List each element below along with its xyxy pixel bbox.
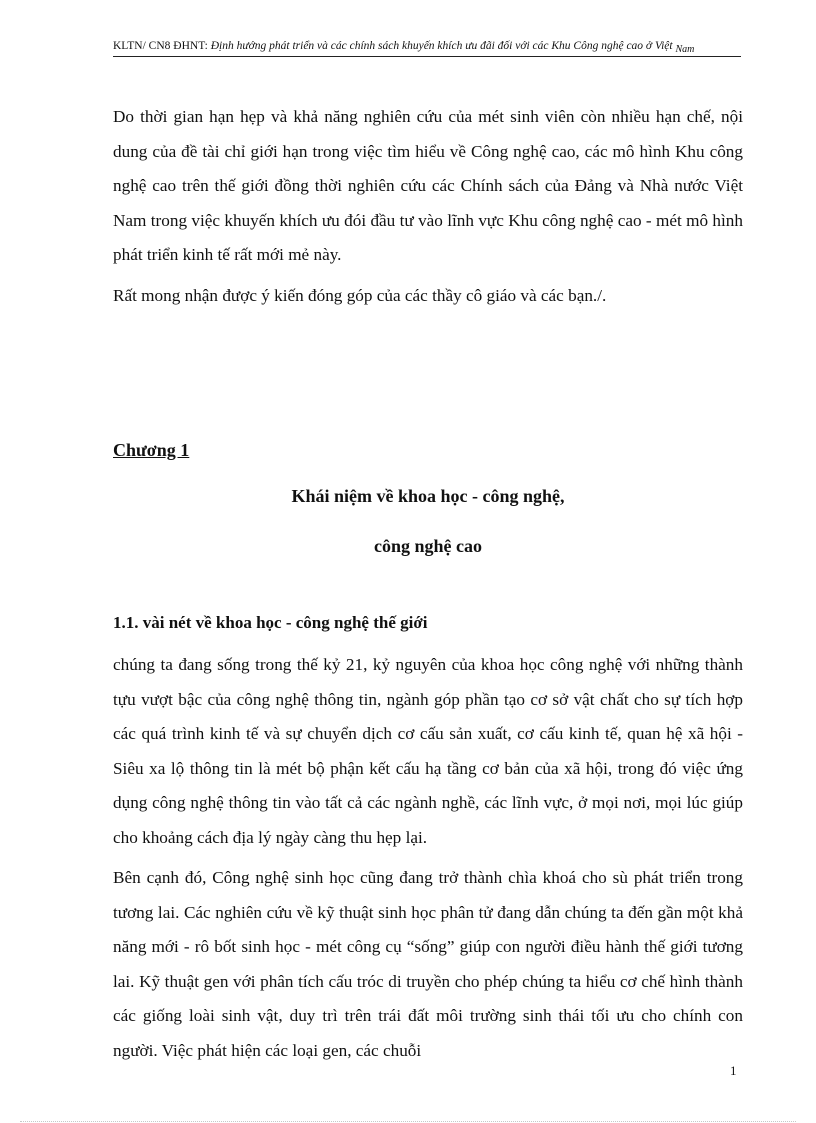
intro-paragraph: Rất mong nhận được ý kiến đóng góp của các thầy cô giáo và các bạn./. — [113, 285, 607, 305]
section-body — [113, 648, 743, 1068]
chapter-label: Chương 1 — [113, 440, 190, 460]
header-title-tail: Nam — [675, 44, 695, 55]
body-paragraph: chúng ta đang sống trong thế kỷ 21, kỷ nguyên của khoa học công nghệ với những thành tựu vượt bậc của công nghệ thông tin, ngành góp phần tạo cơ sở vật chất cho sự tích hợp các quá trình kinh tế và sự chuyển dịch cơ cấu sản xuất, cơ cấu kinh tế, quan hệ xã hội - Siêu xa lộ thông tin là mét bộ phận kết cấu hạ tầng cơ bản của xã hội, trong đó việc ứng dụng công nghệ thông tin vào tất cả các ngành nghề, các lĩnh vực, ở mọi nơi, mọi lúc giúp cho khoảng cách địa lý ngày càng thu hẹp lại. — [113, 655, 743, 847]
chapter-title-line-1: Khái niệm về khoa học - công nghệ, — [291, 486, 565, 506]
page-bottom-divider — [20, 1121, 796, 1122]
header-code: KLTN/ CN8 ĐHNT: — [113, 40, 208, 52]
section-heading: 1.1. vài nét về khoa học - công nghệ thế giới — [113, 613, 428, 632]
intro-paragraph: Do thời gian hạn hẹp và khả năng nghiên cứu của mét sinh viên còn nhiều hạn chế, nội dung của đề tài chỉ giới hạn trong việc tìm hiểu về Công nghệ cao, các mô hình Khu công nghệ cao trên thế giới đồng thời nghiên cứu các Chính sách của Đảng và Nhà nước Việt Nam trong việc khuyến khích ưu đói đầu tư vào lĩnh vực Khu công nghệ cao - mét mô hình phát triển kinh tế rất mới mẻ này. — [113, 107, 743, 264]
intro-section — [113, 100, 743, 313]
body-paragraph: Bên cạnh đó, Công nghệ sinh học cũng đang trở thành chìa khoá cho sù phát triển trong tương lai. Các nghiên cứu về kỹ thuật sinh học phân tử đang dẫn chúng ta đến gần một khả năng mới - rô bốt sinh học - mét công cụ “sống” giúp con người điều hành thế giới tương lai. Kỹ thuật gen với phân tích cấu tróc di truyền cho phép chúng ta hiểu cơ chế hình thành các giống loài sinh vật, duy trì trên trái đất môi trường sinh thái tối ưu cho chính con người. Việc phát hiện các loại gen, các chuỗi — [113, 868, 743, 1060]
running-header — [113, 38, 741, 57]
chapter-title-line-2: công nghệ cao — [374, 536, 482, 556]
header-title: Định hướng phát triển và các chính sách khuyến khích ưu đãi đối với các Khu Công nghệ cao ở Việt — [210, 40, 673, 52]
page-number: 1 — [730, 1063, 737, 1078]
